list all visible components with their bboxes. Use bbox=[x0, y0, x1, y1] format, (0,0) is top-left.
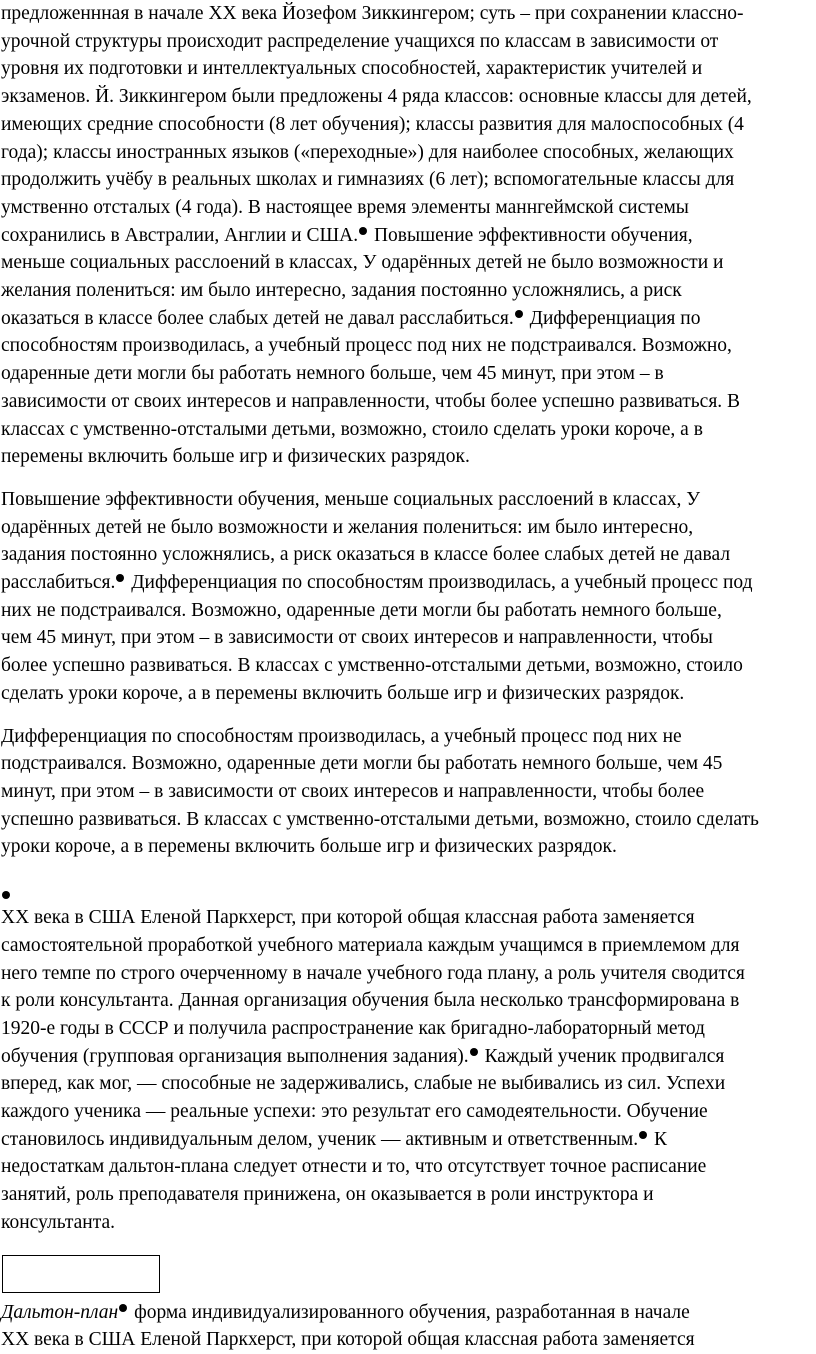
bullet-icon bbox=[2, 891, 10, 899]
text-run: Дифференциация по bbox=[524, 307, 701, 329]
text-line: недостаткам дальтон-плана следует отнести и то, что отсутствует точное расписание bbox=[1, 1156, 707, 1178]
text-line: меньше социальных расслоений в классах, У одарённых детей не было возможности и bbox=[1, 252, 724, 274]
text-line: вперед, как мог, — способные не задерживались, слабые не выбивались из сил. Успехи bbox=[1, 1073, 726, 1095]
text-line: минут, при этом – в зависимости от своих интересов и направленности, чтобы более bbox=[1, 780, 705, 802]
text-line: Повышение эффективности обучения, меньше социальных расслоений в классах, У bbox=[1, 488, 701, 510]
text-line: перемены включить больше игр и физических разрядок. bbox=[1, 446, 470, 468]
bullet-icon bbox=[470, 1048, 478, 1056]
text-line bbox=[1, 222, 816, 250]
text-line: XX века в США Еленой Паркхерст, при которой общая классная работа заменяется bbox=[1, 907, 695, 929]
text-run: обучения (групповая организация выполнения задания). bbox=[1, 1045, 469, 1067]
paragraph-dalton-plan bbox=[1, 904, 816, 1236]
text-line: уровня их подготовки и интеллектуальных способностей, характеристик учителей и bbox=[1, 58, 703, 80]
text-line: одаренные дети могли бы работать немного больше, чем 45 минут, при этом – в bbox=[1, 363, 664, 385]
paragraph-differentiation bbox=[1, 723, 816, 862]
text-run: Повышение эффективности обучения, bbox=[369, 224, 693, 246]
bullet-icon bbox=[639, 1131, 647, 1139]
text-line bbox=[1, 305, 816, 333]
text-line: урочной структуры происходит распределение учащихся по классам в зависимости от bbox=[1, 30, 719, 52]
text-line: занятий, роль преподавателя принижена, он оказывается в роли инструктора и bbox=[1, 1184, 654, 1206]
text-run: форма индивидуализированного обучения, разработанная в начале bbox=[129, 1301, 690, 1323]
text-line bbox=[1, 1126, 816, 1154]
bullet-icon bbox=[359, 227, 367, 235]
text-run: расслабиться. bbox=[1, 572, 116, 594]
text-line: одарённых детей не было возможности и желания полениться: им было интересно, bbox=[1, 516, 694, 538]
text-line: более успешно развиваться. В классах с умственно-отсталыми детьми, возможно, стоило bbox=[1, 655, 743, 677]
text-line: продолжить учёбу в реальных школах и гимназиях (6 лет); вспомогательные классы для bbox=[1, 169, 735, 191]
empty-frame bbox=[2, 1255, 160, 1293]
text-run: оказаться в классе более слабых детей не давал расслабиться. bbox=[1, 307, 514, 329]
text-run: Дифференциация по способностям производилась, а учебный процесс под bbox=[126, 572, 753, 594]
text-line: задания постоянно усложнялись, а риск оказаться в классе более слабых детей не давал bbox=[1, 544, 731, 566]
text-line: 1920-е годы в СССР и получила распространение как бригадно-лабораторный метод bbox=[1, 1017, 705, 1039]
text-run: сохранились в Австралии, Англии и США. bbox=[1, 224, 359, 246]
text-line: подстраивался. Возможно, одаренные дети могли бы работать немного больше, чем 45 bbox=[1, 753, 723, 775]
bullet-icon bbox=[116, 574, 124, 582]
paragraph-spacer bbox=[1, 708, 816, 723]
paragraph-mannheim-system bbox=[1, 0, 816, 471]
text-line: чем 45 минут, при этом – в зависимости от своих интересов и направленности, чтобы bbox=[1, 627, 713, 649]
text-run: К bbox=[649, 1128, 667, 1150]
text-line: зависимости от своих интересов и направленности, чтобы более успешно развиваться. В bbox=[1, 390, 741, 412]
text-line bbox=[1, 1299, 816, 1327]
bullet-icon bbox=[119, 1304, 127, 1312]
paragraph-spacer bbox=[1, 471, 816, 486]
text-line: уроки короче, а в перемены включить больше игр и физических разрядок. bbox=[1, 836, 617, 858]
text-line: к роли консультанта. Данная организация обучения была несколько трансформирована в bbox=[1, 990, 740, 1012]
text-line: XX века в США Еленой Паркхерст, при которой общая классная работа заменяется bbox=[1, 1329, 695, 1351]
text-line: консультанта. bbox=[1, 1211, 115, 1233]
text-line: успешно развиваться. В классах с умственно-отсталыми детьми, возможно, стоило сделать bbox=[1, 808, 759, 830]
text-line: умственно отсталых (4 года). В настоящее время элементы маннгеймской системы bbox=[1, 196, 689, 218]
paragraph-efficiency bbox=[1, 486, 816, 708]
text-line: классах с умственно-отсталыми детьми, возможно, стоило сделать уроки короче, а в bbox=[1, 418, 703, 440]
text-line: предложеннная в начале XX века Йозефом Зиккингером; суть – при сохранении классно- bbox=[1, 3, 744, 24]
text-line: года); классы иностранных языков («переходные») для наиболее способных, желающих bbox=[1, 141, 734, 163]
text-line: Дифференциация по способностям производилась, а учебный процесс под них не bbox=[1, 725, 682, 747]
text-line: сделать уроки короче, а в перемены включить больше игр и физических разрядок. bbox=[1, 682, 685, 704]
text-line bbox=[1, 1043, 816, 1071]
term-dalton-plan: Дальтон-план bbox=[1, 1301, 119, 1323]
text-line: них не подстраивался. Возможно, одаренные дети могли бы работать немного больше, bbox=[1, 599, 722, 621]
text-line: экзаменов. Й. Зиккингером были предложены 4 ряда классов: основные классы для детей, bbox=[1, 86, 752, 108]
paragraph-spacer bbox=[1, 861, 816, 876]
bullet-icon bbox=[515, 310, 523, 318]
text-line: него темпе по строго очерченному в начале учебного года плану, а роль учителя сводится bbox=[1, 962, 745, 984]
text-line: способностям производилась, а учебный процесс под них не подстраивался. Возможно, bbox=[1, 335, 732, 357]
text-line: самостоятельной проработкой учебного материала каждым учащимся в приемлемом для bbox=[1, 934, 740, 956]
text-run: становилось индивидуальным делом, ученик — активным и ответственным. bbox=[1, 1128, 639, 1150]
text-line: желания полениться: им было интересно, задания постоянно усложнялись, а риск bbox=[1, 280, 682, 302]
text-line: каждого ученика — реальные успехи: это результат его самодеятельности. Обучение bbox=[1, 1101, 708, 1123]
text-line: имеющих средние способности (8 лет обучения); классы развития для малоспособных (4 bbox=[1, 113, 744, 135]
paragraph-dalton-definition bbox=[1, 1299, 816, 1354]
standalone-bullet bbox=[1, 876, 816, 904]
text-line bbox=[1, 569, 816, 597]
text-run: Каждый ученик продвигался bbox=[479, 1045, 725, 1067]
